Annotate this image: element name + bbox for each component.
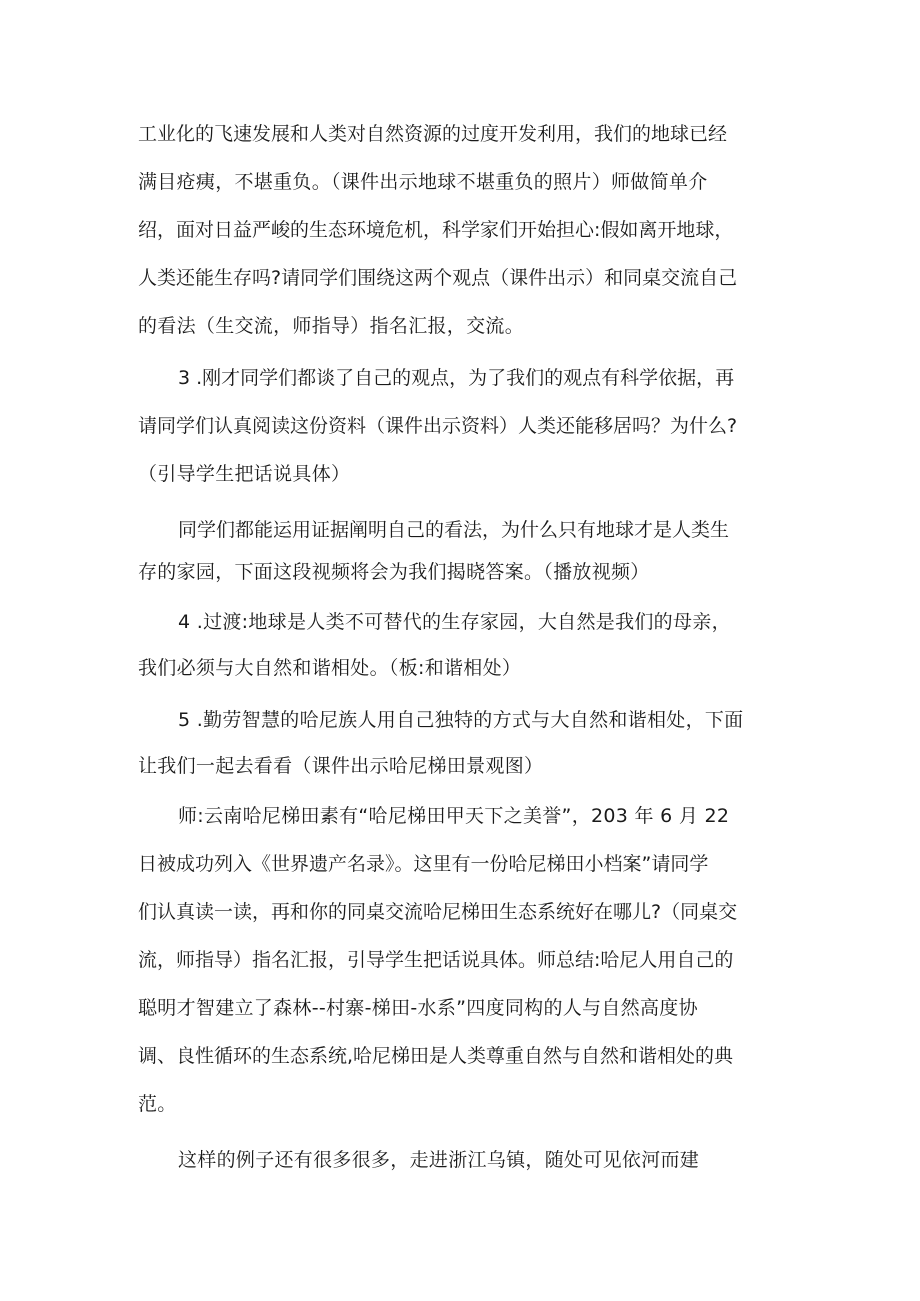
text-line-16: 日被成功列入《世界遗产名录》。这里有一份哈尼梯田小档案”请同学 (138, 853, 709, 875)
text-line-19: 聪明才智建立了森林--村寨-梯田-水系”四度同构的人与自然高度协 (138, 997, 698, 1019)
text-line-9: 同学们都能运用证据阐明自己的看法，为什么只有地球才是人类生 (178, 519, 730, 541)
text-line-17: 们认真读一读，再和你的同桌交流哈尼梯田生态系统好在哪儿?（同桌交 (138, 901, 738, 923)
text-line-10: 存的家园，下面这段视频将会为我们揭晓答案。（播放视频） (138, 561, 650, 583)
text-line-5: 的看法（生交流，师指导）指名汇报，交流。 (138, 315, 525, 337)
text-line-8: （引导学生把话说具体） (138, 463, 351, 485)
text-line-4: 人类还能生存吗?请同学们围绕这两个观点（课件出示）和同桌交流自己 (138, 267, 738, 289)
text-line-7: 请同学们认真阅读这份资料（课件出示资料）人类还能移居吗？为什么? (138, 415, 738, 437)
text-line-22: 这样的例子还有很多很多，走进浙江乌镇，随处可见依河而建 (178, 1149, 700, 1171)
text-line-13: 5 .勤劳智慧的哈尼族人用自己独特的方式与大自然和谐相处，下面 (178, 709, 744, 731)
text-line-18: 流，师指导）指名汇报，引导学生把话说具体。师总结:哈尼人用自己的 (138, 949, 734, 971)
text-line-3: 绍，面对日益严峻的生态环境危机，科学家们开始担心:假如离开地球， (138, 219, 734, 241)
text-line-20: 调、良性循环的生态系统,哈尼梯田是人类尊重自然与自然和谐相处的典 (138, 1045, 734, 1067)
text-line-11: 4 .过渡:地球是人类不可替代的生存家园，大自然是我们的母亲， (178, 611, 731, 633)
text-line-1: 工业化的飞速发展和人类对自然资源的过度开发利用，我们的地球已经 (138, 123, 728, 145)
text-line-14: 让我们一起去看看（课件出示哈尼梯田景观图） (138, 755, 544, 777)
text-line-2: 满目疮痍，不堪重负。（课件出示地球不堪重负的照片）师做简单介 (138, 171, 708, 193)
text-line-15: 师:云南哈尼梯田素有“哈尼梯田甲天下之美誉”，203 年 6 月 22 (178, 805, 730, 827)
text-line-6: 3 .刚才同学们都谈了自己的观点，为了我们的观点有科学依据，再 (178, 367, 735, 389)
text-line-12: 我们必须与大自然和谐相处。（板:和谐相处） (138, 657, 522, 679)
text-line-21: 范。 (138, 1093, 177, 1115)
